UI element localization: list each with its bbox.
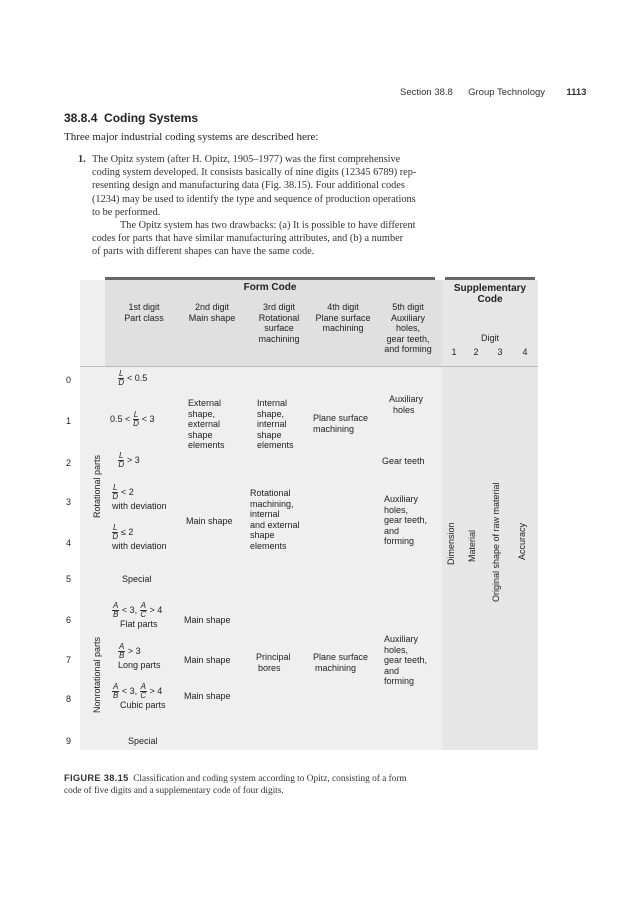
condition: > 4 — [146, 604, 163, 615]
digit-header-text: 4th digit — [327, 302, 359, 312]
cell-line: Plane surface — [313, 413, 369, 423]
digit-header-text: Rotational — [258, 312, 300, 323]
denominator: B — [113, 691, 119, 700]
cell-line: forming — [384, 536, 415, 546]
numerator: A — [140, 601, 146, 610]
item-number: 1. — [78, 154, 86, 165]
condition-note: with deviation — [112, 501, 167, 511]
numerator: A — [119, 642, 125, 651]
row-number: 9 — [66, 736, 72, 746]
digit-header-text: gear teeth, — [386, 333, 430, 344]
supp-label-dimension: Dimension — [446, 522, 456, 565]
digit-header-text: 2nd digit — [194, 302, 230, 312]
row-number: 0 — [66, 375, 72, 385]
row6-part-class — [112, 602, 162, 630]
numerator: L — [113, 483, 118, 492]
intro-text: Three major industrial coding systems are described here: — [64, 131, 319, 143]
denominator: D — [133, 419, 139, 428]
cell-line: shape — [250, 530, 275, 540]
cell-line: Auxiliary — [389, 394, 424, 404]
condition: > 3 — [125, 645, 141, 656]
row-number: 5 — [66, 574, 72, 584]
cell-line: Auxiliary — [384, 634, 419, 644]
d2-nonrot-row8: Main shape — [184, 691, 231, 701]
section-title: Coding Systems — [104, 111, 199, 125]
cell-line: External — [188, 398, 222, 408]
top-rule-supp — [445, 277, 535, 280]
condition: > 3 — [124, 454, 140, 465]
digit-header-3 — [246, 302, 312, 344]
row-number: 3 — [66, 497, 72, 507]
digit-header-text: 1st digit — [128, 302, 160, 312]
item-line: codes for parts that have similar manufacturing attributes, and (b) a number — [92, 233, 404, 245]
cell-line: bores — [258, 662, 281, 673]
condition: ≤ 2 — [118, 526, 134, 537]
supp-code-title — [440, 283, 540, 305]
cell-line: Internal — [257, 398, 288, 408]
d4-nonrotational — [313, 652, 368, 673]
supp-title-line: Supplementary — [453, 283, 527, 294]
condition: < 0.5 — [124, 372, 148, 383]
cell-line: internal — [257, 419, 287, 429]
item-line: to be performed. — [92, 206, 161, 218]
supp-label-material: Material — [467, 529, 477, 562]
cell-line: and — [384, 525, 400, 536]
denominator: D — [118, 460, 125, 469]
digit-header-text: surface — [264, 323, 294, 333]
supp-label-raw-shape: Original shape of raw material — [491, 482, 501, 602]
cell-line: shape — [257, 429, 282, 440]
numerator: L — [119, 451, 124, 460]
caption-text: code of five digits and a supplementary code of four digits. — [64, 786, 284, 796]
d5-nonrotational — [384, 634, 427, 687]
digit-header-5 — [374, 302, 442, 355]
numerator: A — [140, 682, 146, 691]
condition: > 4 — [146, 685, 163, 696]
row-number: 6 — [66, 615, 72, 625]
numerator: L — [119, 369, 124, 378]
row-number: 1 — [66, 416, 72, 426]
header-topic: Group Technology — [468, 87, 546, 98]
cell-line: shape — [188, 429, 213, 440]
item-line: The Opitz system has two drawbacks: (a) It is possible to have different — [120, 220, 416, 232]
d2-nonrot-row7: Main shape — [184, 655, 231, 665]
digit-header-text: Auxiliary — [390, 312, 425, 323]
row7-part-class — [118, 643, 161, 671]
cell-line: holes, — [384, 644, 409, 655]
cell-line: Principal — [256, 652, 291, 662]
cell-line: forming — [384, 676, 415, 686]
digit-header-text: 5th digit — [392, 302, 424, 312]
row9-part-class: Special — [128, 736, 158, 746]
fraction — [140, 602, 147, 619]
supp-label-accuracy: Accuracy — [517, 522, 527, 560]
digit-header-text: Plane surface — [315, 312, 371, 323]
d5-rotational-bottom — [384, 494, 427, 547]
digit-header-text: machining — [258, 333, 300, 344]
condition-note: Cubic parts — [120, 700, 166, 710]
row-number: 8 — [66, 694, 72, 704]
denominator: B — [119, 651, 125, 660]
numerator: L — [133, 410, 139, 419]
cell-line: and external — [250, 519, 300, 530]
section-number: 38.8.4 — [64, 111, 98, 125]
cell-line: elements — [257, 440, 294, 450]
cell-line: shape, — [257, 408, 285, 419]
digit-header-text: and forming — [384, 344, 432, 354]
d3-rotational-bottom — [250, 488, 300, 551]
cell-line: shape, — [188, 408, 216, 419]
denominator: D — [112, 492, 119, 501]
cell-line: Rotational — [250, 488, 291, 498]
supp-digit-2: 2 — [473, 347, 479, 357]
digit-header-2 — [178, 302, 246, 323]
condition-note: Flat parts — [120, 619, 158, 629]
denominator: C — [140, 610, 147, 619]
figure-caption — [64, 772, 524, 797]
cell-line: elements — [250, 540, 287, 551]
numerator: A — [113, 601, 119, 610]
d2-nonrot-row6: Main shape — [184, 615, 231, 625]
condition-note: with deviation — [112, 541, 167, 551]
row-number: 2 — [66, 458, 72, 468]
row3-part-class — [112, 484, 167, 512]
row2-part-class — [118, 452, 140, 469]
cell-line: Auxiliary — [384, 494, 419, 504]
d2-rotational-top — [188, 398, 225, 451]
top-rule — [105, 277, 435, 280]
group-nonrotational: Nonrotational parts — [92, 636, 102, 713]
row0-part-class — [118, 370, 147, 387]
row4-part-class — [112, 524, 167, 552]
row-number: 7 — [66, 655, 72, 665]
header-section: Section 38.8 — [400, 87, 453, 98]
digit-header-1 — [108, 302, 180, 323]
form-code-title: Form Code — [243, 282, 297, 293]
cell-line: machining — [315, 662, 357, 673]
supp-digit-4: 4 — [522, 347, 528, 357]
item-line: (1234) may be used to identify the type and sequence of production operations — [92, 193, 416, 205]
row8-part-class — [112, 683, 166, 711]
d5-gear-teeth: Gear teeth — [382, 456, 425, 466]
d5-rotational-top — [389, 394, 423, 415]
digit-header-text: machining — [322, 323, 364, 333]
cell-line: holes — [393, 404, 415, 415]
denominator: D — [112, 532, 119, 541]
d2-rotational-bottom: Main shape — [186, 516, 233, 526]
d3-rotational-top — [257, 398, 294, 451]
condition-note: Long parts — [118, 660, 161, 670]
digit-header-text: Main shape — [188, 312, 236, 323]
cell-line: gear teeth, — [384, 515, 428, 525]
supp-digit-1: 1 — [451, 347, 457, 357]
denominator: C — [140, 691, 147, 700]
numerator: A — [113, 682, 119, 691]
cell-line: machining — [313, 423, 355, 434]
digit-header-4 — [308, 302, 378, 334]
item-line: coding system developed. It consists basically of nine digits (12345 6789) rep- — [92, 167, 417, 179]
cell-line: and — [384, 665, 400, 676]
header-bottom-rule — [80, 366, 538, 367]
row1-part-class — [110, 411, 155, 428]
cell-line: holes, — [384, 504, 409, 515]
group-rotational: Rotational parts — [92, 454, 102, 518]
condition: 0.5 < — [110, 413, 133, 424]
fraction — [140, 683, 147, 700]
cell-line: internal — [250, 509, 280, 519]
cell-line: machining, — [250, 498, 294, 509]
denominator: D — [118, 378, 125, 387]
cell-line: gear teeth, — [384, 655, 428, 665]
d3-nonrotational — [256, 652, 291, 673]
item-line: resenting design and manufacturing data (Fig. 38.15). Four additional codes — [92, 180, 405, 192]
supp-title-line: Code — [477, 294, 503, 305]
condition: < 3, — [119, 685, 140, 696]
digit-header-text: Part class — [124, 312, 164, 323]
row-number: 4 — [66, 538, 72, 548]
item-line: of parts with different shapes can have the same code. — [92, 246, 315, 258]
condition: < 3 — [139, 413, 155, 424]
cell-line: external — [188, 419, 221, 429]
numerator: L — [113, 523, 118, 532]
denominator: B — [113, 610, 119, 619]
condition: < 2 — [118, 486, 134, 497]
caption-text: Classification and coding system according to Opitz, consisting of a form — [133, 774, 407, 784]
condition: < 3, — [119, 604, 140, 615]
item-line: The Opitz system (after H. Opitz, 1905–1977) was the first comprehensive — [92, 154, 401, 165]
figure-label: FIGURE 38.15 — [64, 773, 129, 783]
digit-header-text: 3rd digit — [262, 302, 296, 312]
supp-digit-label: Digit — [480, 333, 499, 343]
d4-rotational — [313, 413, 368, 434]
row5-part-class: Special — [122, 574, 152, 584]
page-number: 1113 — [566, 87, 587, 98]
supp-digit-3: 3 — [497, 347, 503, 357]
cell-line: Plane surface — [313, 652, 369, 662]
cell-line: elements — [188, 440, 225, 450]
digit-header-text: holes, — [395, 323, 421, 333]
